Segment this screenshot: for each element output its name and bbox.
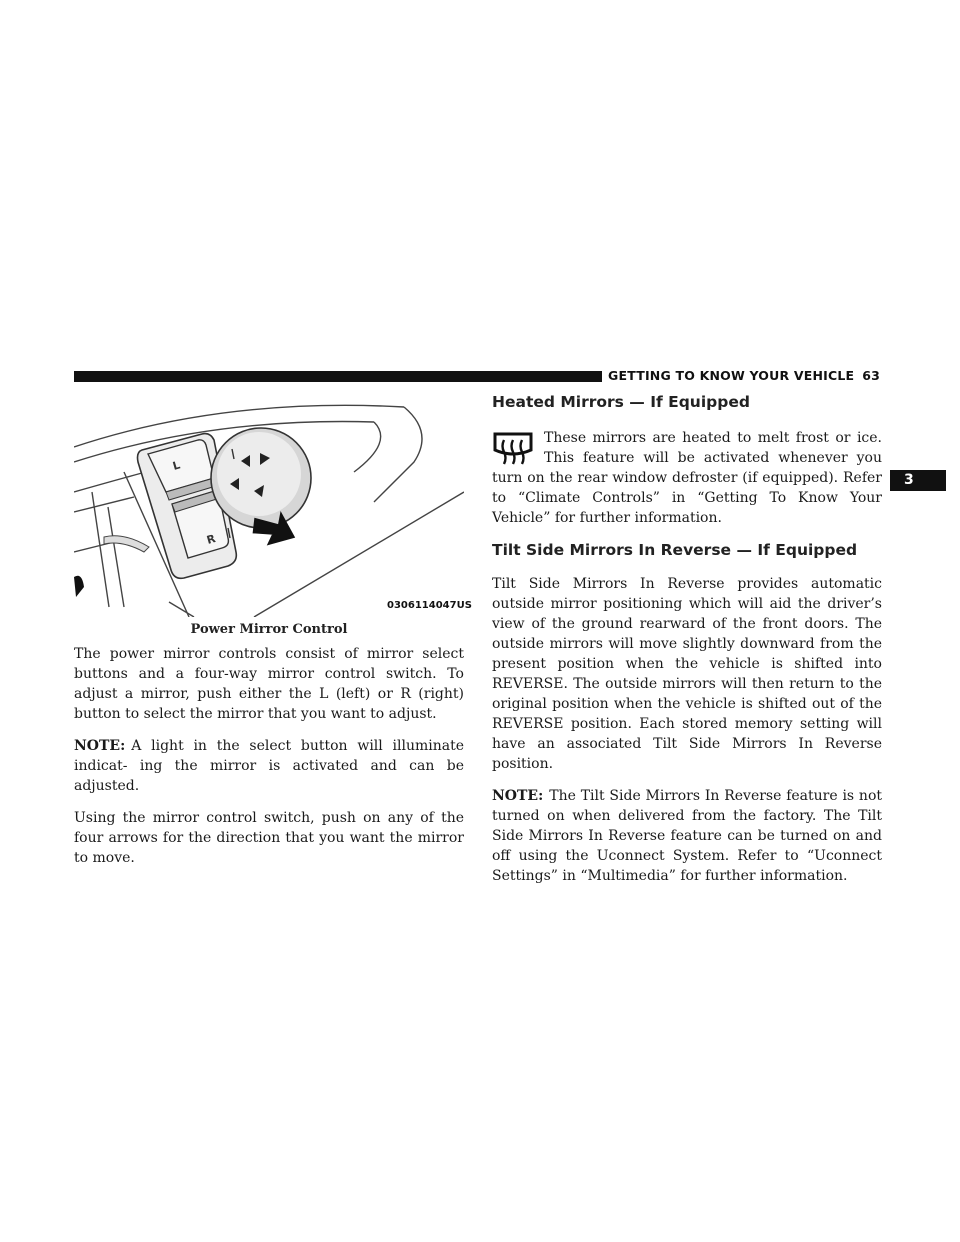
paragraph: Using the mirror control switch, push on any of the four arrows for the direction that you want the mirror to move. [74, 810, 464, 866]
note-text: The Tilt Side Mirrors In Reverse feature is not turned on when delivered from the factory. The Tilt Side Mirrors In Reverse feature can be turned on and off using the Uconnect System. Refer to “Uconnect Settings” in “Multimedia” for further information. [492, 788, 882, 884]
note-label: NOTE: [492, 788, 544, 804]
chapter-tab: 3 [890, 470, 946, 491]
note-label: NOTE: [74, 738, 126, 754]
note-paragraph [492, 786, 882, 886]
figure-caption: Power Mirror Control [190, 622, 348, 637]
heated-mirrors-paragraph [492, 428, 882, 528]
section-heading: Heated Mirrors — If Equipped [492, 393, 750, 411]
button-l-label: L [171, 458, 182, 473]
section-heading: Tilt Side Mirrors In Reverse — If Equipped [492, 541, 858, 559]
left-column [74, 644, 464, 880]
note-paragraph [74, 736, 464, 796]
button-r-label: R [205, 532, 217, 547]
right-column [492, 392, 882, 898]
paragraph: The power mirror controls consist of mirror select buttons and a four-way mirror control switch. To adjust a mirror, push either the L (left) or R (right) button to select the mirror that you want to adjust. [74, 646, 464, 722]
note-text: A light in the select button will illuminate indicat- ing the mirror is activated and can be adjusted. [74, 738, 464, 794]
header-title: GETTING TO KNOW YOUR VEHICLE [608, 368, 855, 383]
page-number: 63 [862, 368, 881, 383]
figure-code: 0306114047US [387, 600, 472, 611]
power-mirror-figure [74, 392, 464, 617]
paragraph: Tilt Side Mirrors In Reverse provides automatic outside mirror positioning which will aid the driver’s view of the ground rearward of the front doors. The outside mirrors will move slightly downward from the present position when the vehicle is shifted into REVERSE. The outside mirrors will then return to the original position when the vehicle is shifted out of the REVERSE position. Each stored memory setting will have an associated Tilt Side Mirrors In Reverse position. [492, 576, 882, 772]
header-rule [74, 371, 602, 382]
running-header [608, 368, 880, 383]
heated-mirrors-text: These mirrors are heated to melt frost or ice. This feature will be activated whenever you turn on the rear window defroster (if equipped). Refer to “Climate Controls” in “Getting To Know Your Vehicle” for further information. [492, 430, 882, 526]
rear-defrost-icon [492, 430, 534, 466]
